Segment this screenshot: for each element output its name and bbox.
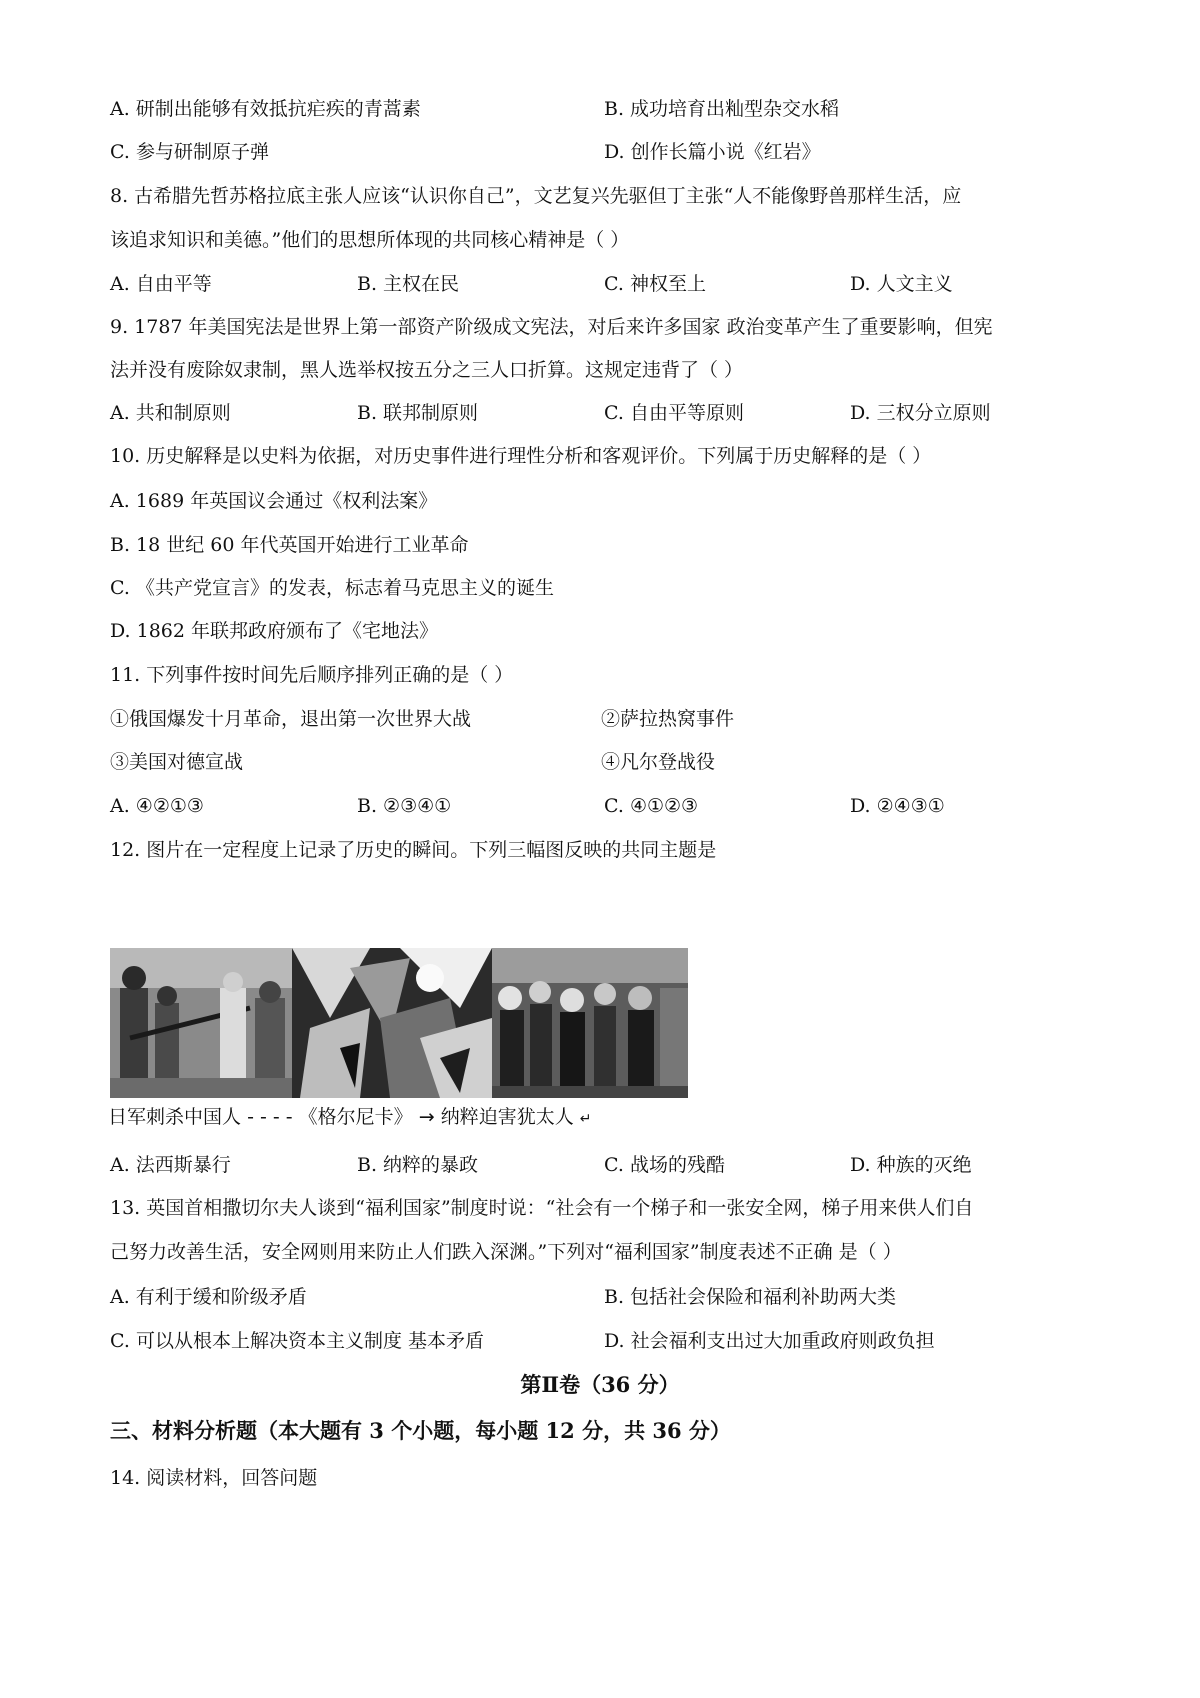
q13-stem-line2: 己努力改善生活，安全网则用来防止人们跌入深渊。”下列对“福利国家”制度表述不正确 是（ ）	[110, 1241, 902, 1263]
q11-event-3: ③美国对德宣战	[110, 751, 244, 773]
part2-title: 第Ⅱ卷（36 分）	[520, 1372, 680, 1397]
photo-japanese-soldiers	[110, 948, 292, 1098]
q8-option-d: D. 人文主义	[850, 273, 953, 295]
q11-event-1: ①俄国爆发十月革命，退出第一次世界大战	[110, 708, 472, 730]
q11-option-c: C. ④①②③	[604, 795, 699, 817]
q9-option-b: B. 联邦制原则	[357, 402, 479, 424]
photo-nazi-persecution	[492, 948, 688, 1098]
section3-title: 三、材料分析题（本大题有 3 个小题，每小题 12 分，共 36 分）	[110, 1418, 731, 1443]
q12-figure-strip	[110, 948, 690, 1100]
q14-stem: 14. 阅读材料，回答问题	[110, 1467, 318, 1489]
q10-option-b: B. 18 世纪 60 年代英国开始进行工业革命	[110, 534, 469, 556]
q12-stem: 12. 图片在一定程度上记录了历史的瞬间。下列三幅图反映的共同主题是	[110, 839, 717, 861]
painting-guernica	[292, 948, 492, 1098]
q12-option-c: C. 战场的残酷	[604, 1154, 725, 1176]
q12-option-d: D. 种族的灭绝	[850, 1154, 972, 1176]
q13-option-c: C. 可以从根本上解决资本主义制度 基本矛盾	[110, 1330, 484, 1352]
q8-option-b: B. 主权在民	[357, 273, 460, 295]
q9-stem-line2: 法并没有废除奴隶制，黑人选举权按五分之三人口折算。这规定违背了（ ）	[110, 359, 744, 381]
q11-event-4: ④凡尔登战役	[601, 751, 716, 773]
q7-option-a: A. 研制出能够有效抵抗疟疾的青蒿素	[110, 98, 421, 120]
q13-option-b: B. 包括社会保险和福利补助两大类	[604, 1286, 897, 1308]
q9-option-d: D. 三权分立原则	[850, 402, 991, 424]
q10-option-c: C. 《共产党宣言》的发表，标志着马克思主义的诞生	[110, 577, 554, 599]
caption-dash-arrow: - - - -	[247, 1106, 293, 1128]
caption-arrow: →	[418, 1106, 441, 1128]
q11-option-a: A. ④②①③	[110, 795, 204, 817]
caption-photo-3: 纳粹迫害犹太人	[440, 1106, 574, 1128]
q12-figure-caption	[108, 1104, 591, 1132]
q11-stem: 11. 下列事件按时间先后顺序排列正确的是（ ）	[110, 664, 514, 686]
q13-option-d: D. 社会福利支出过大加重政府则政负担	[604, 1330, 935, 1352]
q9-stem-line1: 9. 1787 年美国宪法是世界上第一部资产阶级成文宪法，对后来许多国家 政治变革产生了重要影响，但宪	[110, 316, 993, 338]
q8-stem-line2: 该追求知识和美德。”他们的思想所体现的共同核心精神是（ ）	[110, 229, 630, 251]
q11-option-d: D. ②④③①	[850, 795, 945, 817]
return-mark-icon: ↵	[579, 1111, 592, 1127]
q10-stem: 10. 历史解释是以史料为依据，对历史事件进行理性分析和客观评价。下列属于历史解释的是（ ）	[110, 445, 932, 467]
q13-option-a: A. 有利于缓和阶级矛盾	[110, 1286, 307, 1308]
q11-option-b: B. ②③④①	[357, 795, 452, 817]
caption-photo-1: 日军刺杀中国人	[108, 1106, 242, 1128]
q8-option-a: A. 自由平等	[110, 273, 212, 295]
q7-option-c: C. 参与研制原子弹	[110, 141, 269, 163]
q12-option-b: B. 纳粹的暴政	[357, 1154, 479, 1176]
q10-option-d: D. 1862 年联邦政府颁布了《宅地法》	[110, 620, 439, 642]
q9-option-c: C. 自由平等原则	[604, 402, 744, 424]
q8-option-c: C. 神权至上	[604, 273, 706, 295]
q7-option-b: B. 成功培育出籼型杂交水稻	[604, 98, 840, 120]
q8-stem-line1: 8. 古希腊先哲苏格拉底主张人应该“认识你自己”，文艺复兴先驱但丁主张“人不能像野兽那样生活，应	[110, 185, 962, 207]
q10-option-a: A. 1689 年英国议会通过《权利法案》	[110, 490, 438, 512]
q9-option-a: A. 共和制原则	[110, 402, 231, 424]
q13-stem-line1: 13. 英国首相撒切尔夫人谈到“福利国家”制度时说：“社会有一个梯子和一张安全网，梯子用来供人们自	[110, 1197, 974, 1219]
q12-option-a: A. 法西斯暴行	[110, 1154, 231, 1176]
q11-event-2: ②萨拉热窝事件	[601, 708, 735, 730]
caption-photo-2: 《格尔尼卡》	[298, 1106, 413, 1128]
q7-option-d: D. 创作长篇小说《红岩》	[604, 141, 821, 163]
